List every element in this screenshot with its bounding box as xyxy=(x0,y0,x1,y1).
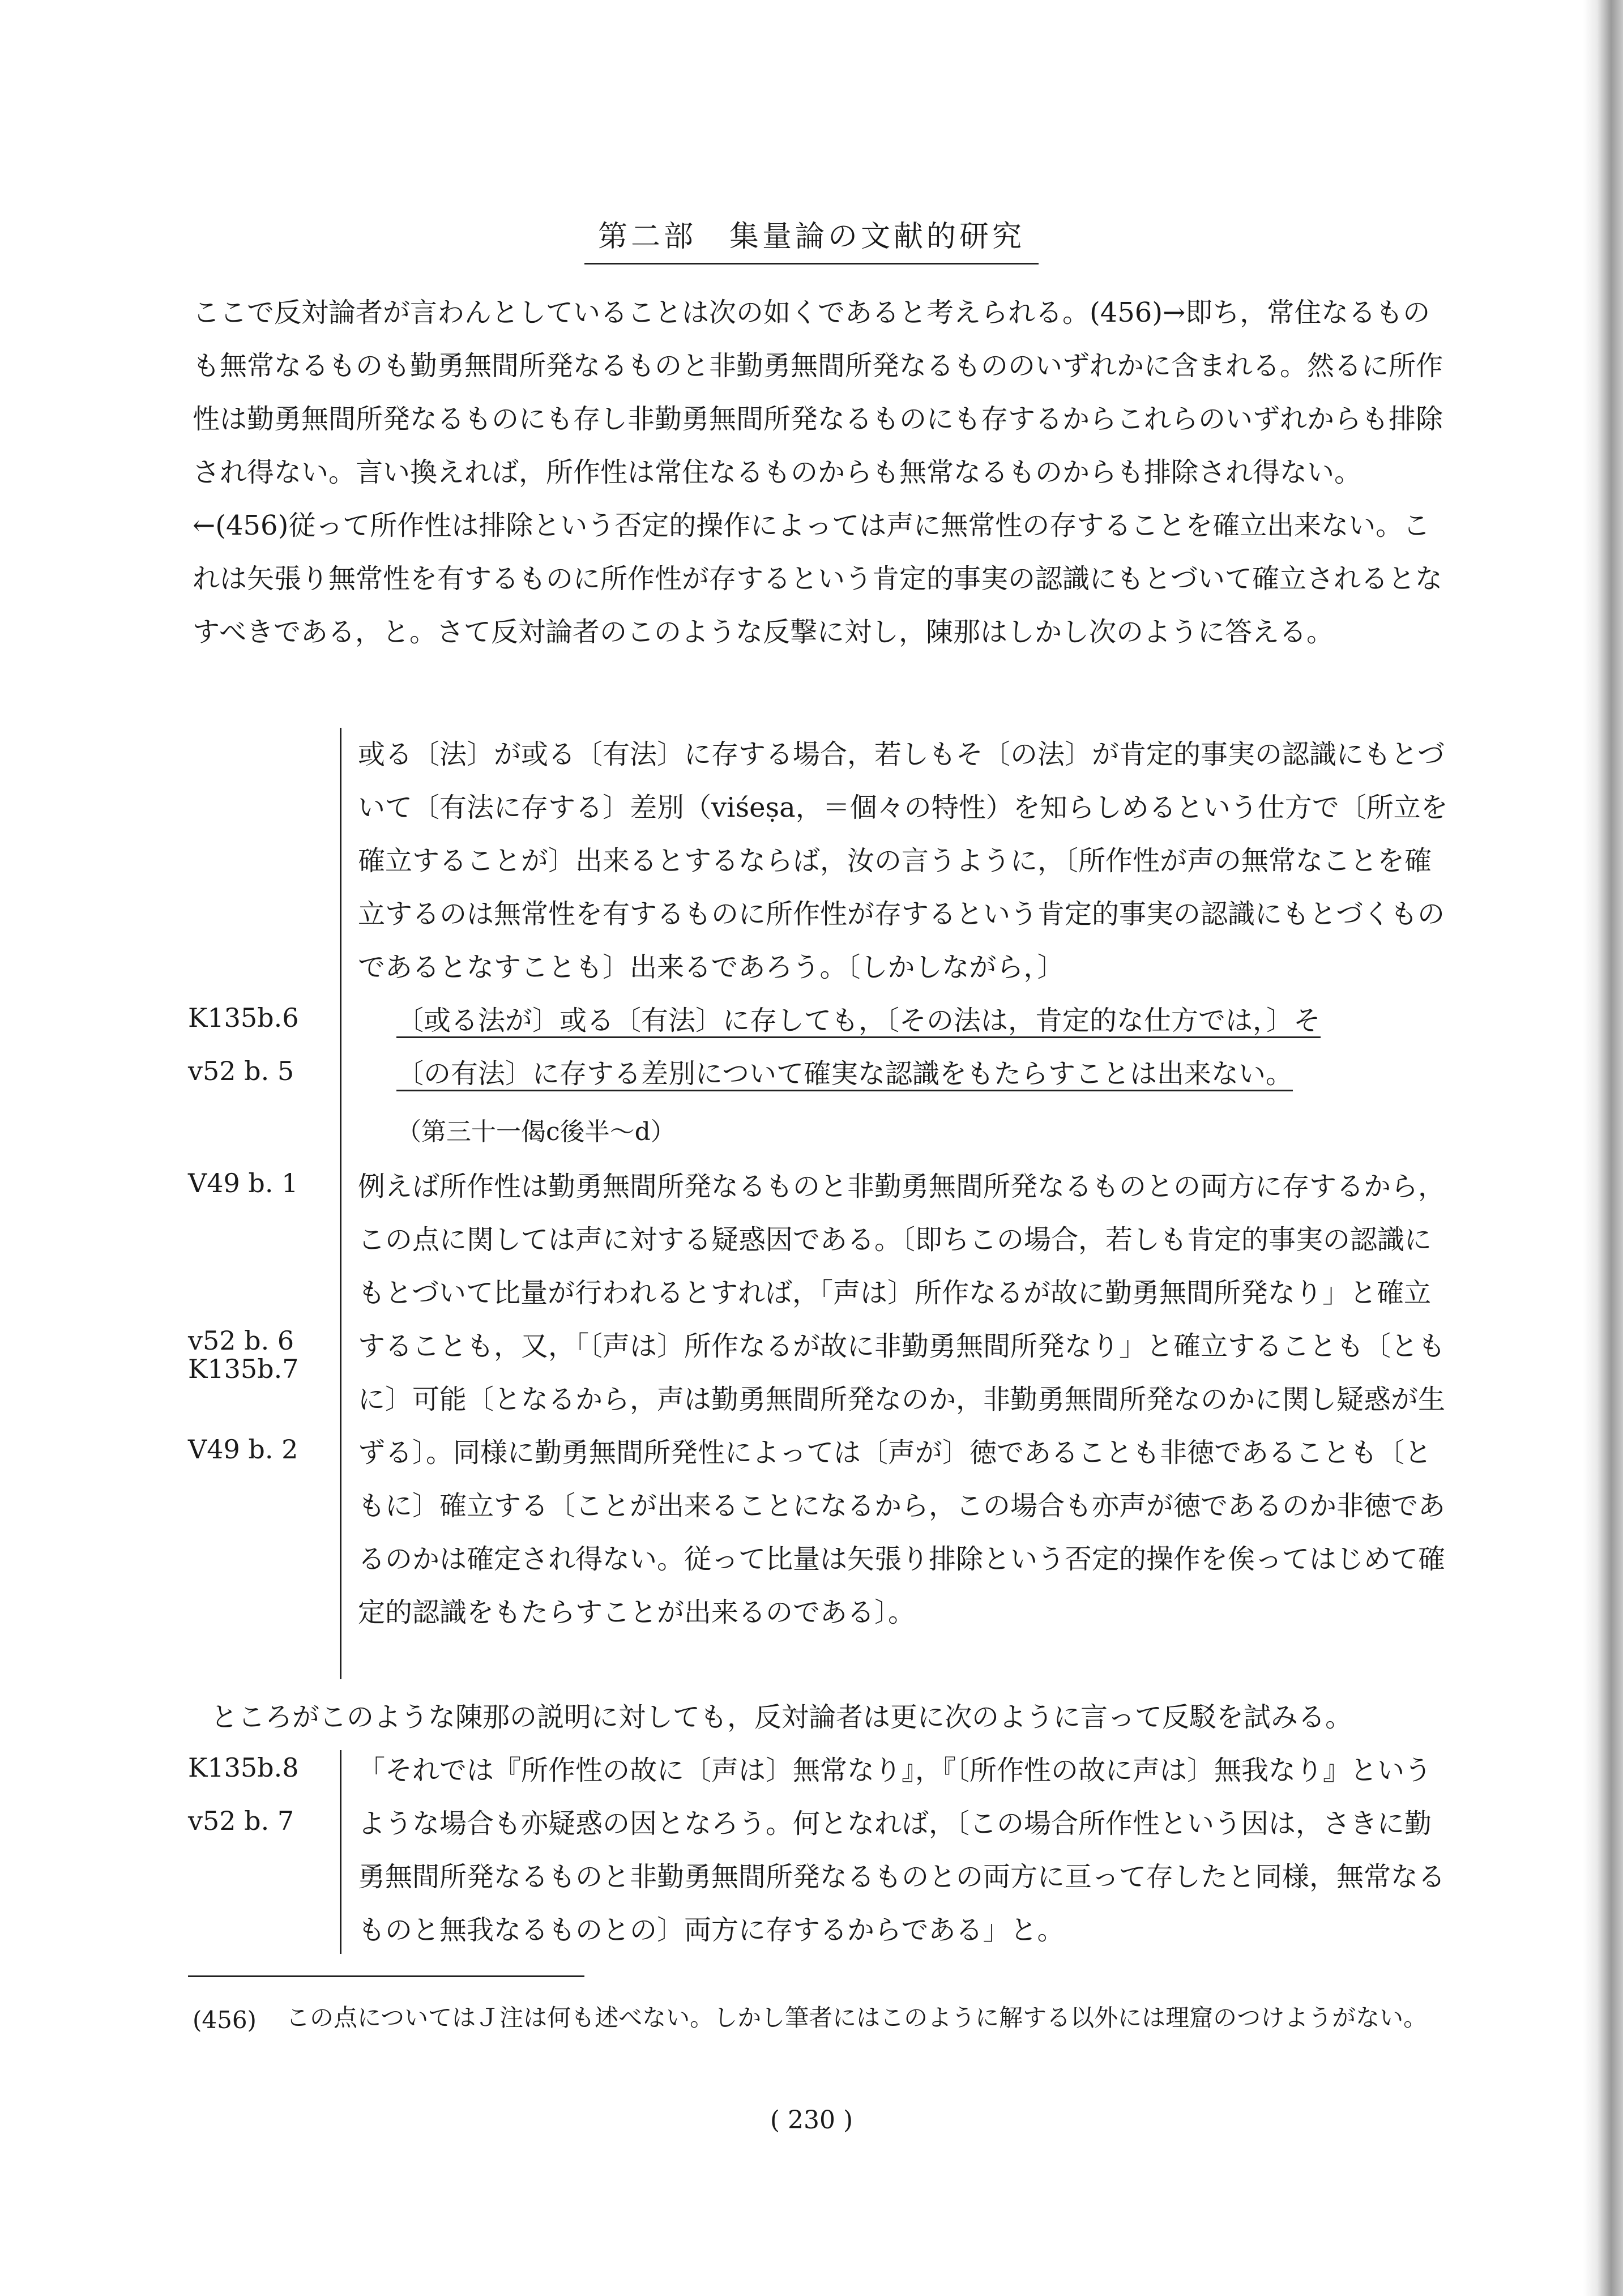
verse-line-2: 〔の有法〕に存する差別について確実な認識をもたらすことは出来ない。 xyxy=(396,1047,1416,1100)
quote-rule-1 xyxy=(340,728,341,1679)
footnote-number: (456) xyxy=(193,2006,257,2034)
quote-dignaga-reply: 或る〔法〕が或る〔有法〕に存する場合，若しもそ〔の法〕が肯定的事実の認識にもとづいて〔有法に存する〕差別（viśeṣa，＝個々の特性）を知らしめるという仕方で〔所立を確立することが〕出来るとするならば，汝の言うように，〔所作性が声の無常なことを確立するのは無常性を有するものに所作性が存するという肯定的事実の認識にもとづくものであるとなすことも〕出来るであろう。〔しかしながら，〕 xyxy=(358,739,1448,983)
running-header: 第二部 集量論の文献的研究 xyxy=(0,212,1623,255)
ref-k135b6: K135b.6 xyxy=(188,1002,299,1033)
verse-source: （第三十一偈c後半～d） xyxy=(396,1117,676,1146)
paragraph-opponent-rebuttal: ところがこのような陳那の説明に対しても，反対論者は更に次のように言って反駁を試みる。 xyxy=(211,1701,1353,1733)
quote-commentary: 例えば所作性は勤勇無間所発なるものと非勤勇無間所発なるものとの両方に存するから，この点に関しては声に対する疑惑因である。〔即ちこの場合，若しも肯定的事実の認識にもとづいて比量が行われるとすれば，「声は〕所作なるが故に勤勇無間所発なり」と確立することも，又，「〔声は〕所作なるが故に非勤勇無間所発なり」と確立することも〔ともに〕可能〔となるから，声は勤勇無間所発なのか，非勤勇無間所発なのかに関し疑惑が生ずる〕。同様に勤勇無間所発性によっては〔声が〕徳であることも非徳であることも〔ともに〕確立する〔ことが出来ることになるから，この場合も亦声が徳であるのか非徳であるのかは確定され得ない。従って比量は矢張り排除という否定的操作を俟ってはじめて確定的認識をもたらすことが出来るのである〕。 xyxy=(358,1171,1446,1628)
footnote-text: この点についてはＪ注は何も述べない。しかし筆者にはこのように解する以外には理窟のつけようがない。 xyxy=(286,2004,1428,2032)
page-number: ( 230 ) xyxy=(770,2106,853,2135)
ref-k135b7: K135b.7 xyxy=(188,1354,299,1384)
paragraph-opponent-view: ここで反対論者が言わんとしていることは次の如くであると考えられる。(456)→即ち，常住なるものも無常なるものも勤勇無間所発なるものと非勤勇無間所発なるもののいずれかに含まれる。然るに所作性は勤勇無間所発なるものにも存し非勤勇無間所発なるものにも存するからこれらのいずれからも排除され得ない。言い換えれば，所作性は常住なるものからも無常なるものからも排除され得ない。←(456)従って所作性は排除という否定的操作によっては声に無常性の存することを確立出来ない。これは矢張り無常性を有するものに所作性が存するという肯定的事実の認識にもとづいて確立されるとなすべきである，と。さて反対論者のこのような反撃に対し，陳那はしかし次のように答える。 xyxy=(193,297,1443,648)
scan-edge-shadow xyxy=(1583,0,1623,2296)
quote-rule-2 xyxy=(340,1750,341,1954)
ref-k135b8: K135b.8 xyxy=(188,1752,299,1783)
ref-v52b6: v52 b. 6 xyxy=(188,1325,294,1356)
ref-v49b1: V49 b. 1 xyxy=(188,1168,298,1198)
ref-v49b2: V49 b. 2 xyxy=(188,1434,298,1465)
ref-v52b7: v52 b. 7 xyxy=(188,1806,294,1836)
ref-v52b5: v52 b. 5 xyxy=(188,1056,294,1086)
quote-opponent-objection: 「それでは『所作性の故に〔声は〕無常なり』，『〔所作性の故に声は〕無我なり』というような場合も亦疑惑の因となろう。何となれば，〔この場合所作性という因は，さきに勤勇無間所発なるものと非勤勇無間所発なるものとの両方に亘って存したと同様，無常なるものと無我なるものとの〕両方に存するからである」と。 xyxy=(358,1755,1446,1946)
verse-line-1: 〔或る法が〕或る〔有法〕に存しても，〔その法は，肯定的な仕方では，〕そ xyxy=(396,994,1416,1047)
footnote-rule xyxy=(188,1975,584,1977)
